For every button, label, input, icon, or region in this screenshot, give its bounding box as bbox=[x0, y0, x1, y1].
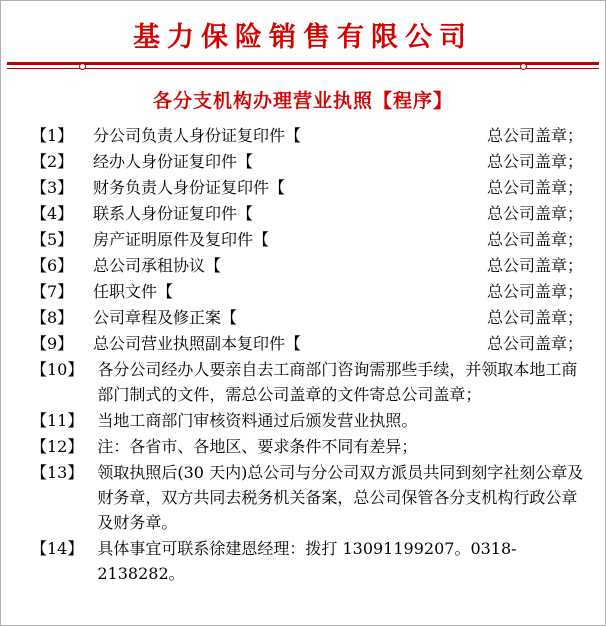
item-text: 总公司营业执照副本复印件【 bbox=[93, 334, 302, 353]
item-number: 【4】 bbox=[31, 204, 74, 223]
item-number: 【7】 bbox=[31, 282, 74, 301]
list-item bbox=[31, 123, 595, 148]
item-body bbox=[79, 123, 595, 148]
item-text: 具体事宜可联系徐建恩经理：拨打 13091199207。0318-2138282。 bbox=[97, 539, 517, 583]
list-item bbox=[31, 460, 595, 535]
item-note: 总公司盖章； bbox=[486, 126, 583, 145]
page-title: 各分支机构办理营业执照【程序】 bbox=[152, 90, 453, 112]
list-item bbox=[31, 408, 595, 433]
item-note: 总公司盖章； bbox=[486, 256, 583, 275]
item-number: 【12】 bbox=[31, 437, 84, 456]
list-item bbox=[31, 536, 595, 586]
item-text: 任职文件【 bbox=[93, 282, 174, 301]
item-note: 总公司盖章； bbox=[486, 204, 583, 223]
item-text: 总公司承租协议【 bbox=[93, 256, 222, 275]
item-number: 【2】 bbox=[31, 152, 74, 171]
list-item bbox=[31, 331, 595, 356]
item-note: 总公司盖章； bbox=[486, 282, 583, 301]
item-text: 当地工商部门审核资料通过后颁发营业执照。 bbox=[97, 411, 418, 430]
list-item bbox=[31, 305, 595, 330]
item-number: 【11】 bbox=[31, 411, 84, 430]
item-body bbox=[79, 279, 595, 304]
item-note: 总公司盖章； bbox=[486, 178, 583, 197]
item-number: 【5】 bbox=[31, 230, 74, 249]
item-number: 【9】 bbox=[31, 334, 74, 353]
item-note: 总公司盖章； bbox=[486, 230, 583, 249]
item-text: 分公司负责人身份证复印件【 bbox=[93, 126, 302, 145]
item-body bbox=[79, 175, 595, 200]
item-text: 公司章程及修正案【 bbox=[93, 308, 238, 327]
divider-dot-right bbox=[520, 63, 527, 70]
item-text: 注：各省市、各地区、要求条件不同有差异； bbox=[97, 437, 418, 456]
item-note: 总公司盖章； bbox=[486, 334, 583, 353]
list-item bbox=[31, 175, 595, 200]
item-text: 经办人身份证复印件【 bbox=[93, 152, 254, 171]
item-text: 财务负责人身份证复印件【 bbox=[93, 178, 286, 197]
item-note: 总公司盖章； bbox=[486, 152, 583, 171]
item-body bbox=[83, 536, 595, 586]
divider-thin-line bbox=[7, 68, 599, 69]
item-body bbox=[79, 149, 595, 174]
item-text: 联系人身份证复印件【 bbox=[93, 204, 254, 223]
list-item bbox=[31, 227, 595, 252]
company-title: 基力保险销售有限公司 bbox=[133, 22, 473, 53]
item-body bbox=[83, 434, 595, 459]
list-item bbox=[31, 253, 595, 278]
divider-thick-line bbox=[7, 62, 599, 65]
item-body bbox=[83, 460, 595, 535]
item-number: 【3】 bbox=[31, 178, 74, 197]
item-body bbox=[79, 227, 595, 252]
item-number: 【13】 bbox=[31, 463, 84, 482]
list-item bbox=[31, 357, 595, 407]
procedure-list bbox=[1, 123, 605, 586]
item-body bbox=[79, 201, 595, 226]
item-body bbox=[79, 253, 595, 278]
item-number: 【6】 bbox=[31, 256, 74, 275]
item-number: 【1】 bbox=[31, 126, 74, 145]
item-text: 房产证明原件及复印件【 bbox=[93, 230, 270, 249]
item-number: 【14】 bbox=[31, 539, 84, 558]
list-item bbox=[31, 434, 595, 459]
item-number: 【10】 bbox=[31, 360, 84, 379]
item-number: 【8】 bbox=[31, 308, 74, 327]
divider-dot-left bbox=[79, 63, 86, 70]
list-item bbox=[31, 279, 595, 304]
item-body bbox=[79, 305, 595, 330]
item-body bbox=[79, 331, 595, 356]
list-item bbox=[31, 149, 595, 174]
list-item bbox=[31, 201, 595, 226]
item-note: 总公司盖章； bbox=[486, 308, 583, 327]
item-text: 领取执照后(30 天内)总公司与分公司双方派员共同到刻字社刻公章及财务章，双方共同去税务机关备案，总公司保管各分支机构行政公章及财务章。 bbox=[97, 463, 584, 532]
decorative-divider bbox=[7, 62, 599, 76]
item-text: 各分公司经办人要亲自去工商部门咨询需那些手续，并领取本地工商部门制式的文件，需总公司盖章的文件寄总公司盖章； bbox=[97, 360, 578, 404]
item-body bbox=[83, 408, 595, 433]
item-body bbox=[83, 357, 595, 407]
